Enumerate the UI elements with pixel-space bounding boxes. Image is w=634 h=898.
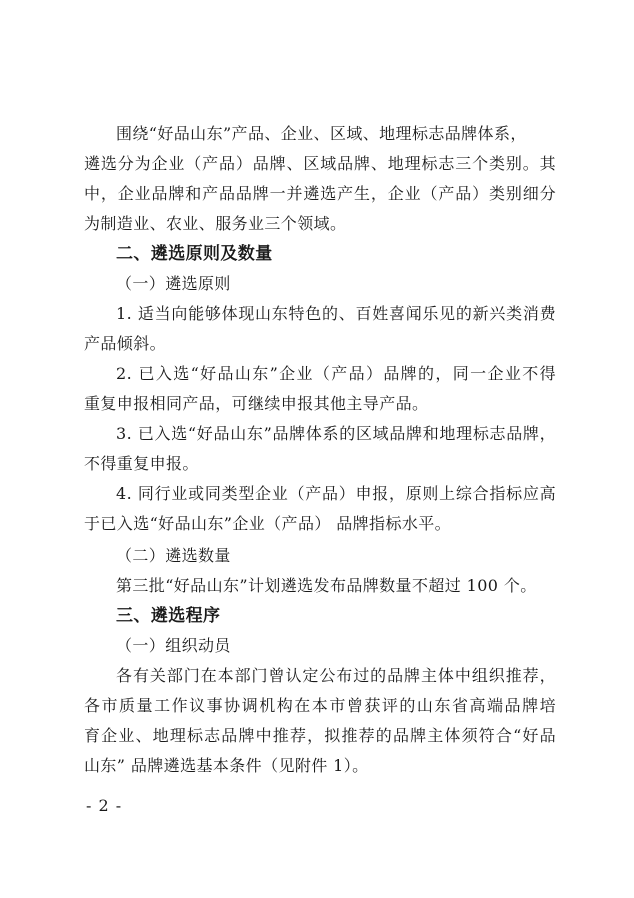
- section-heading: 二、遴选原则及数量: [116, 244, 273, 264]
- list-item-line: 于已入选“好品山东”企业（产品） 品牌指标水平。: [84, 514, 452, 533]
- list-item-line: 1. 适当向能够体现山东特色的、百姓喜闻乐见的新兴类消费: [116, 304, 556, 323]
- paragraph-line: 为制造业、农业、服务业三个领域。: [84, 214, 347, 233]
- page-number: - 2 -: [86, 796, 123, 815]
- subsection-heading: （一）组织动员: [116, 636, 231, 655]
- paragraph-line: 各有关部门在本部门曾认定公布过的品牌主体中组织推荐，: [116, 666, 556, 685]
- paragraph-line: 围绕“好品山东”产品、企业、区域、地理标志品牌体系，: [116, 124, 527, 143]
- paragraph-line: 遴选分为企业（产品）品牌、区域品牌、地理标志三个类别。其: [84, 154, 556, 173]
- list-item-line: 2. 已入选“好品山东”企业（产品）品牌的，同一企业不得: [116, 364, 556, 383]
- subsection-heading: （一）遴选原则: [116, 274, 231, 293]
- section-heading: 三、遴选程序: [116, 606, 221, 626]
- list-item-line: 3. 已入选“好品山东”品牌体系的区域品牌和地理标志品牌，: [116, 424, 556, 443]
- paragraph-line: 第三批“好品山东”计划遴选发布品牌数量不超过 100 个。: [116, 576, 537, 595]
- subsection-heading: （二）遴选数量: [116, 546, 231, 565]
- paragraph-line: 育企业、地理标志品牌中推荐，拟推荐的品牌主体须符合“好品: [84, 726, 556, 745]
- paragraph-line: 各市质量工作议事协调机构在本市曾获评的山东省高端品牌培: [84, 696, 556, 715]
- list-item-line: 4. 同行业或同类型企业（产品）申报，原则上综合指标应高: [116, 484, 556, 503]
- list-item-line: 产品倾斜。: [84, 334, 167, 353]
- list-item-line: 不得重复申报。: [84, 454, 199, 473]
- paragraph-line: 中，企业品牌和产品品牌一并遴选产生，企业（产品）类别细分: [84, 184, 556, 203]
- list-item-line: 重复申报相同产品，可继续申报其他主导产品。: [84, 394, 429, 413]
- paragraph-line: 山东” 品牌遴选基本条件（见附件 1）。: [84, 756, 369, 775]
